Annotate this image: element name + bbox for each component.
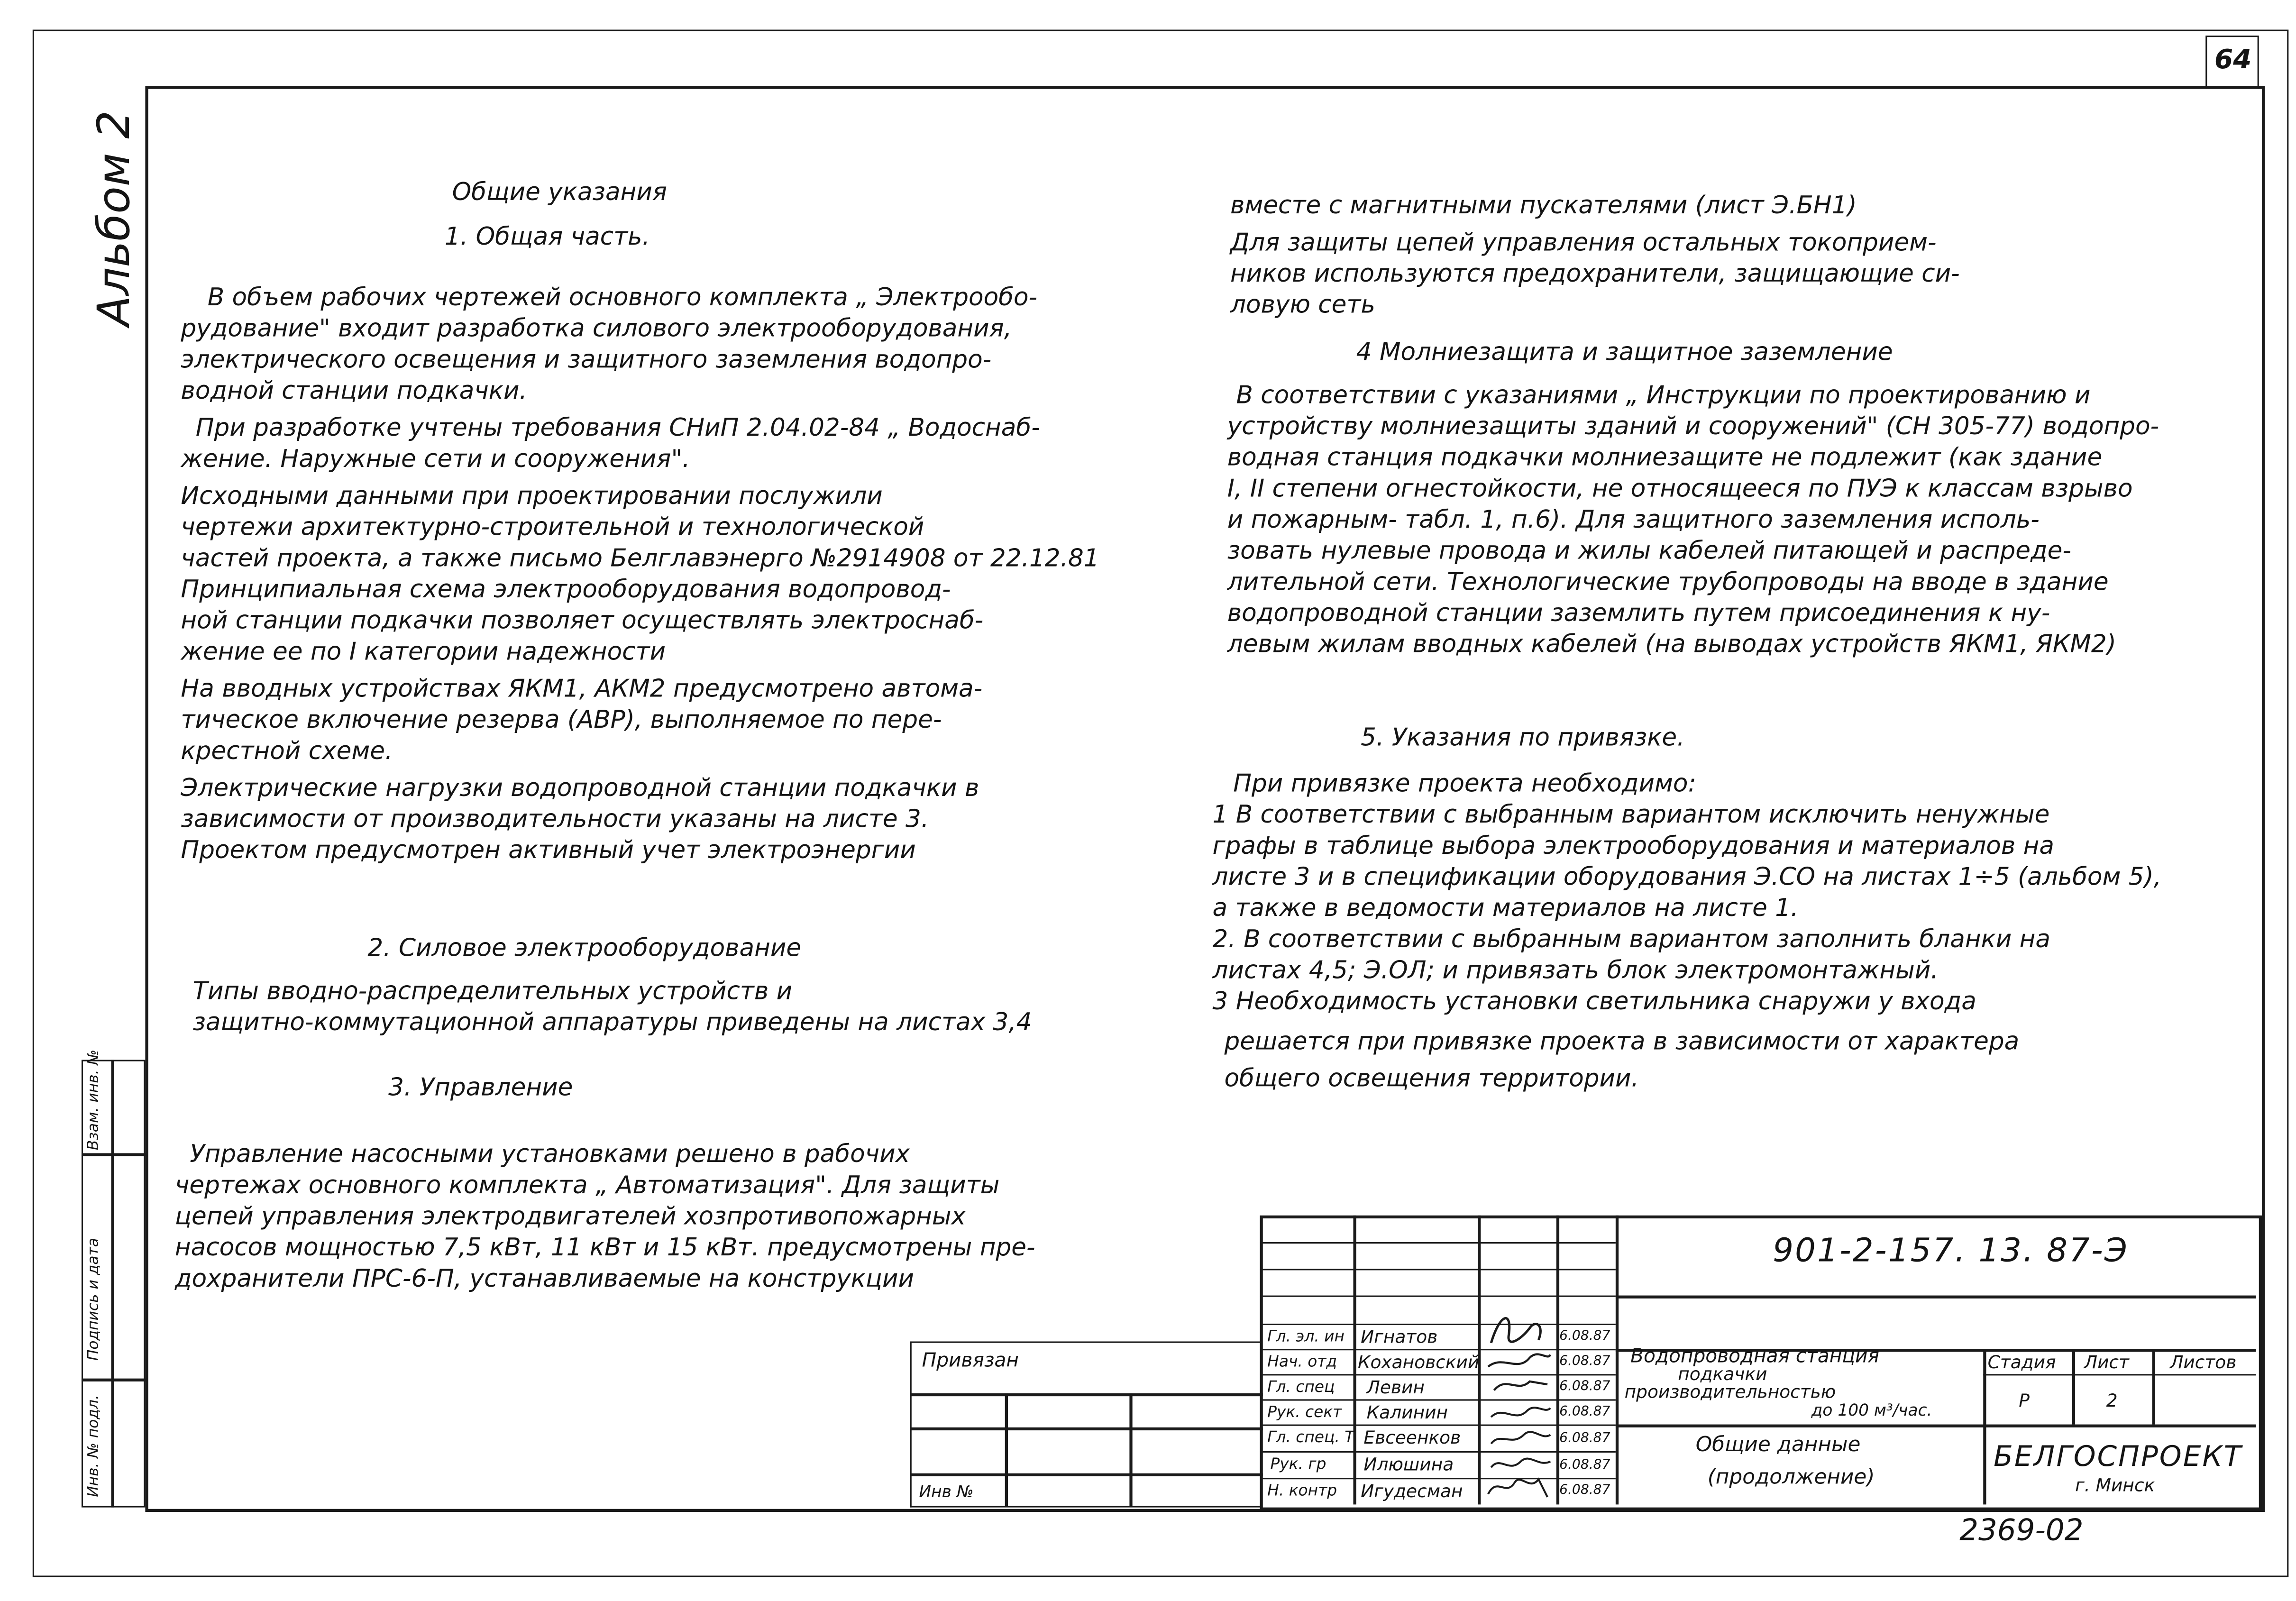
tb-col-line [1353, 1216, 1355, 1505]
text-line: чертежи архитектурно-строительной и технологической [181, 512, 924, 541]
text-line: зовать нулевые провода и жилы кабелей питающей и распреде- [1227, 536, 2071, 565]
signature-role: Гл. эл. ин [1267, 1328, 1345, 1346]
text-line: Принципиальная схема электрооборудования водопровод- [181, 575, 951, 604]
signature-role: Рук. гр [1270, 1455, 1326, 1473]
signature-name: Игудесман [1361, 1481, 1463, 1502]
text-line: жение ее по I категории надежности [181, 637, 666, 666]
sheets-label: Листов [2170, 1352, 2237, 1373]
section-3-continued [1230, 190, 1960, 320]
tb-row-line [1260, 1324, 1616, 1325]
project-name-line: Водопроводная станция [1630, 1345, 1879, 1368]
text-line: водная станция подкачки молниезащите не подлежит (как здание [1227, 443, 2103, 472]
tb-row-line [1260, 1269, 1616, 1270]
text-line: левым жилам вводных кабелей (на выводах устройств ЯКМ1, ЯКМ2) [1227, 630, 2116, 659]
signature-name: Евсеенков [1363, 1427, 1461, 1448]
signature-date-label: Подпись и дата [86, 1238, 102, 1361]
text-line: I, II степени огнестойкости, не относящееся по ПУЭ к классам взрыво [1227, 474, 2133, 503]
text-line: лительной сети. Технологические трубопроводы на вводе в здание [1227, 567, 2109, 596]
tb-row-line [1260, 1478, 1616, 1479]
signature-date: 6.08.87 [1559, 1329, 1610, 1345]
text-line: цепей управления электродвигателей хозпротивопожарных [174, 1202, 966, 1230]
section-4-text [1227, 379, 2159, 659]
tb-col-line [1556, 1216, 1559, 1505]
signature-name: Игнатов [1361, 1327, 1438, 1347]
text-line: графы в таблице выбора электрооборудования и материалов на [1212, 831, 2054, 860]
tb-row-line [1260, 1242, 1616, 1244]
tb-row-line [1260, 1425, 1616, 1426]
tb-row-line [1260, 1374, 1616, 1375]
text-line: чертежах основного комплекта „ Автоматизация". Для защиты [174, 1171, 1000, 1199]
section-1-heading: 1. Общая часть. [444, 222, 650, 251]
section-3-text [175, 1138, 1035, 1294]
text-line: При разработке учтены требования СНиП 2.04.02-84 „ Водоснаб- [195, 413, 1040, 442]
attach-col-line [1005, 1393, 1007, 1506]
text-line: вместе с магнитными пускателями (лист Э.БН1) [1230, 191, 1857, 220]
section-2-heading: 2. Силовое электрооборудование [367, 933, 802, 962]
signature-role: Нач. отд [1267, 1353, 1337, 1372]
text-line: В соответствии с указаниями „ Инструкции по проектированию и [1236, 381, 2091, 409]
signature-date: 6.08.87 [1559, 1405, 1610, 1420]
sheet-label: Лист [2084, 1352, 2129, 1373]
text-line: водопроводной станции заземлить путем присоединения к ну- [1227, 599, 2050, 627]
signature-date: 6.08.87 [1559, 1458, 1610, 1473]
section-4-heading: 4 Молниезащита и защитное заземление [1356, 338, 1893, 366]
side-stamp-col-line [111, 1060, 113, 1507]
text-line: ников используются предохранители, защищающие си- [1230, 259, 1960, 288]
text-line: рудование" входит разработка силового электрооборудования, [181, 314, 1012, 343]
sheet-title: Общие данные [1695, 1433, 1861, 1457]
text-line: электрического освещения и защитного заземления водопро- [181, 345, 992, 374]
tb-row-line [1260, 1399, 1616, 1400]
text-line: Управление насосными установками решено в рабочих [190, 1140, 910, 1168]
text-line: а также в ведомости материалов на листе 1. [1212, 894, 1799, 922]
attach-row-line [910, 1393, 1263, 1396]
inv-number-label: Инв № [919, 1482, 974, 1502]
section-1-text [181, 282, 1099, 866]
text-line: общего освещения территории. [1224, 1064, 1639, 1093]
text-line: Исходными данными при проектировании послужили [181, 482, 883, 510]
text-line: крестной схеме. [181, 736, 393, 765]
organization-name: БЕЛГОСПРОЕКТ [1994, 1440, 2243, 1473]
tb-col-line [1983, 1349, 1985, 1504]
signature-name: Кохановский [1357, 1352, 1480, 1373]
text-line: жение. Наружные сети и сооружения". [181, 444, 690, 473]
text-line: 3 Необходимость установки светильника снаружи у входа [1212, 987, 1976, 1015]
text-line: листах 4,5; Э.ОЛ; и привязать блок электромонтажный. [1212, 956, 1939, 984]
side-stamp-row-line [82, 1379, 145, 1381]
tb-row-line [1616, 1296, 2256, 1299]
signature-name: Илюшина [1363, 1454, 1454, 1475]
attach-col-line [1129, 1393, 1132, 1506]
text-line: ной станции подкачки позволяет осуществлять электроснаб- [181, 606, 984, 635]
signature-role: Гл. спец. Т [1267, 1428, 1354, 1447]
signature-role: Гл. спец [1267, 1378, 1335, 1397]
text-line: защитно-коммутационной аппаратуры приведены на листах 3,4 [192, 1008, 1032, 1036]
section-5-heading: 5. Указания по привязке. [1361, 723, 1685, 752]
attach-row-line [910, 1473, 1263, 1476]
section-2-text [192, 975, 1032, 1037]
text-line: тическое включение резерва (АВР), выполняемое по пере- [181, 705, 942, 734]
signature-role: Рук. сект [1267, 1403, 1342, 1422]
tb-col-line [2072, 1349, 2075, 1424]
tb-row-line [1616, 1425, 2256, 1427]
sheet-title: (продолжение) [1707, 1466, 1875, 1490]
sheet-number: 64 [2214, 44, 2252, 76]
project-name-line: до 100 м³/час. [1811, 1400, 1932, 1420]
text-line: и пожарным- табл. 1, п.6). Для защитного заземления исполь- [1227, 505, 2040, 534]
document-code: 901-2-157. 13. 87-Э [1773, 1233, 2129, 1271]
tb-col-line [2152, 1349, 2155, 1424]
attached-label: Привязан [922, 1350, 1019, 1373]
project-name-line: подкачки [1678, 1363, 1767, 1385]
project-name-line: производительностью [1624, 1381, 1836, 1402]
signature-name: Левин [1366, 1377, 1425, 1398]
signature-name: Калинин [1366, 1402, 1448, 1423]
side-stamp-row-line [82, 1153, 145, 1155]
text-line: частей проекта, а также письмо Белглавэнерго №2914908 от 22.12.81 [181, 544, 1099, 572]
section-3-heading: 3. Управление [388, 1073, 573, 1101]
text-line: устройству молниезащиты зданий и сооружений" (СН 305-77) водопро- [1227, 412, 2159, 440]
text-line: 1 В соответствии с выбранным вариантом исключить ненужные [1212, 800, 2050, 829]
album-label: Альбом 2 [89, 110, 141, 326]
text-line: На вводных устройствах ЯКМ1, АКМ2 предусмотрено автома- [181, 674, 983, 703]
text-line: водной станции подкачки. [181, 376, 527, 405]
text-line: зависимости от производительности указаны на листе 3. [181, 805, 929, 833]
archive-number: 2369-02 [1959, 1512, 2084, 1548]
general-heading: Общие указания [452, 178, 667, 206]
signature-date: 6.08.87 [1559, 1354, 1610, 1370]
handwritten-signatures [1479, 1299, 1556, 1506]
text-line: Электрические нагрузки водопроводной станции подкачки в [181, 774, 979, 802]
stage-value: Р [2019, 1390, 2030, 1411]
section-5-text [1212, 768, 2161, 1094]
stage-label: Стадия [1987, 1352, 2056, 1373]
text-line: В объем рабочих чертежей основного комплекта „ Электрообо- [207, 283, 1038, 311]
signature-role: Н. контр [1267, 1482, 1337, 1500]
signature-date: 6.08.87 [1559, 1380, 1610, 1395]
text-line: Типы вводно-распределительных устройств и [192, 977, 793, 1005]
signature-date: 6.08.87 [1559, 1432, 1610, 1447]
tb-row-line [1260, 1451, 1616, 1453]
tb-row-line [1983, 1374, 2256, 1375]
inv-podl-label: Инв. № подл. [86, 1395, 102, 1497]
organization-city: г. Минск [2075, 1474, 2155, 1496]
text-line: листе 3 и в спецификации оборудования Э.СО на листах 1÷5 (альбом 5), [1212, 862, 2162, 891]
text-line: Для защиты цепей управления остальных токоприем- [1230, 228, 1937, 256]
tb-row-line [1260, 1296, 1616, 1297]
text-line: дохранители ПРС-6-П, устанавливаемые на конструкции [174, 1264, 915, 1293]
text-line: При привязке проекта необходимо: [1233, 769, 1696, 798]
sheet-value: 2 [2106, 1390, 2118, 1411]
vzam-inv-label: Взам. инв. № [86, 1049, 102, 1151]
text-line: ловую сеть [1230, 290, 1375, 319]
text-line: насосов мощностью 7,5 кВт, 11 кВт и 15 кВт. предусмотрены пре- [174, 1233, 1035, 1262]
text-line: 2. В соответствии с выбранным вариантом заполнить бланки на [1212, 924, 2050, 953]
tb-col-line [1616, 1216, 1619, 1505]
text-line: решается при привязке проекта в зависимости от характера [1224, 1027, 2020, 1056]
attach-row-line [910, 1427, 1263, 1430]
text-line: Проектом предусмотрен активный учет электроэнергии [181, 836, 916, 864]
signature-date: 6.08.87 [1559, 1483, 1610, 1499]
tb-row-line [1260, 1349, 1616, 1350]
